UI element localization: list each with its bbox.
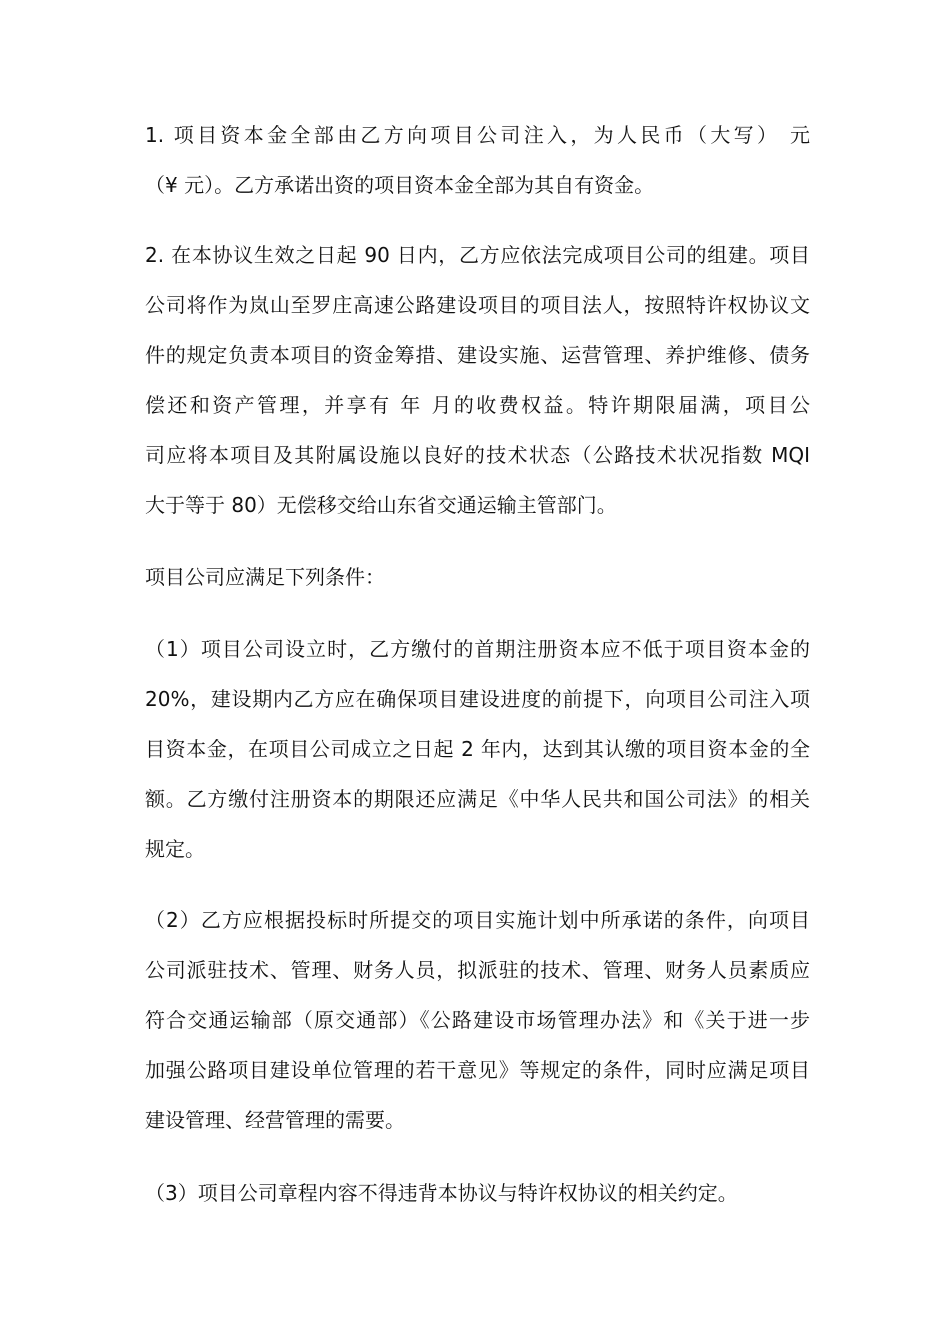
paragraph-condition-2 [145,895,810,1145]
text-line: 建设管理、经营管理的需要。 [145,1108,405,1132]
text-line: （1）项目公司设立时，乙方缴付的首期注册资本应不低于项目资本金的 [145,637,810,661]
text-line: 司应将本项目及其附属设施以良好的技术状态（公路技术状况指数 MQI [145,443,810,467]
text-line: 20%，建设期内乙方应在确保项目建设进度的前提下，向项目公司注入项 [145,687,810,711]
text-line: （2）乙方应根据投标时所提交的项目实施计划中所承诺的条件，向项目 [145,908,810,932]
text-line: 公司将作为岚山至罗庄高速公路建设项目的项目法人，按照特许权协议文 [145,293,810,317]
paragraph-condition-3 [145,1168,810,1218]
text-line: 规定。 [145,837,205,861]
text-line: 偿还和资产管理，并享有 年 月的收费权益。特许期限届满，项目公 [145,393,810,417]
text-line: 额。乙方缴付注册资本的期限还应满足《中华人民共和国公司法》的相关 [145,787,810,811]
paragraph-condition-1 [145,624,810,874]
text-line: 加强公路项目建设单位管理的若干意见》等规定的条件，同时应满足项目 [145,1058,810,1082]
paragraph-company-establishment [145,230,810,530]
text-line: 件的规定负责本项目的资金筹措、建设实施、运营管理、养护维修、债务 [145,343,810,367]
text-line: 2. 在本协议生效之日起 90 日内，乙方应依法完成项目公司的组建。项目 [145,243,810,267]
paragraph-capital-injection [145,110,810,210]
text-line: 目资本金，在项目公司成立之日起 2 年内，达到其认缴的项目资本金的全 [145,737,810,761]
text-line: （¥ 元）。乙方承诺出资的项目资本金全部为其自有资金。 [145,173,655,197]
text-line: 符合交通运输部（原交通部）《公路建设市场管理办法》和《关于进一步 [145,1008,810,1032]
text-line: 项目公司应满足下列条件： [145,565,385,589]
text-line: 大于等于 80）无偿移交给山东省交通运输主管部门。 [145,493,617,517]
paragraph-conditions-heading [145,552,810,602]
text-line: 公司派驻技术、管理、财务人员，拟派驻的技术、管理、财务人员素质应 [145,958,810,982]
text-line: 1. 项目资本金全部由乙方向项目公司注入，为人民币（大写） 元 [145,123,810,147]
text-line: （3）项目公司章程内容不得违背本协议与特许权协议的相关约定。 [145,1181,738,1205]
